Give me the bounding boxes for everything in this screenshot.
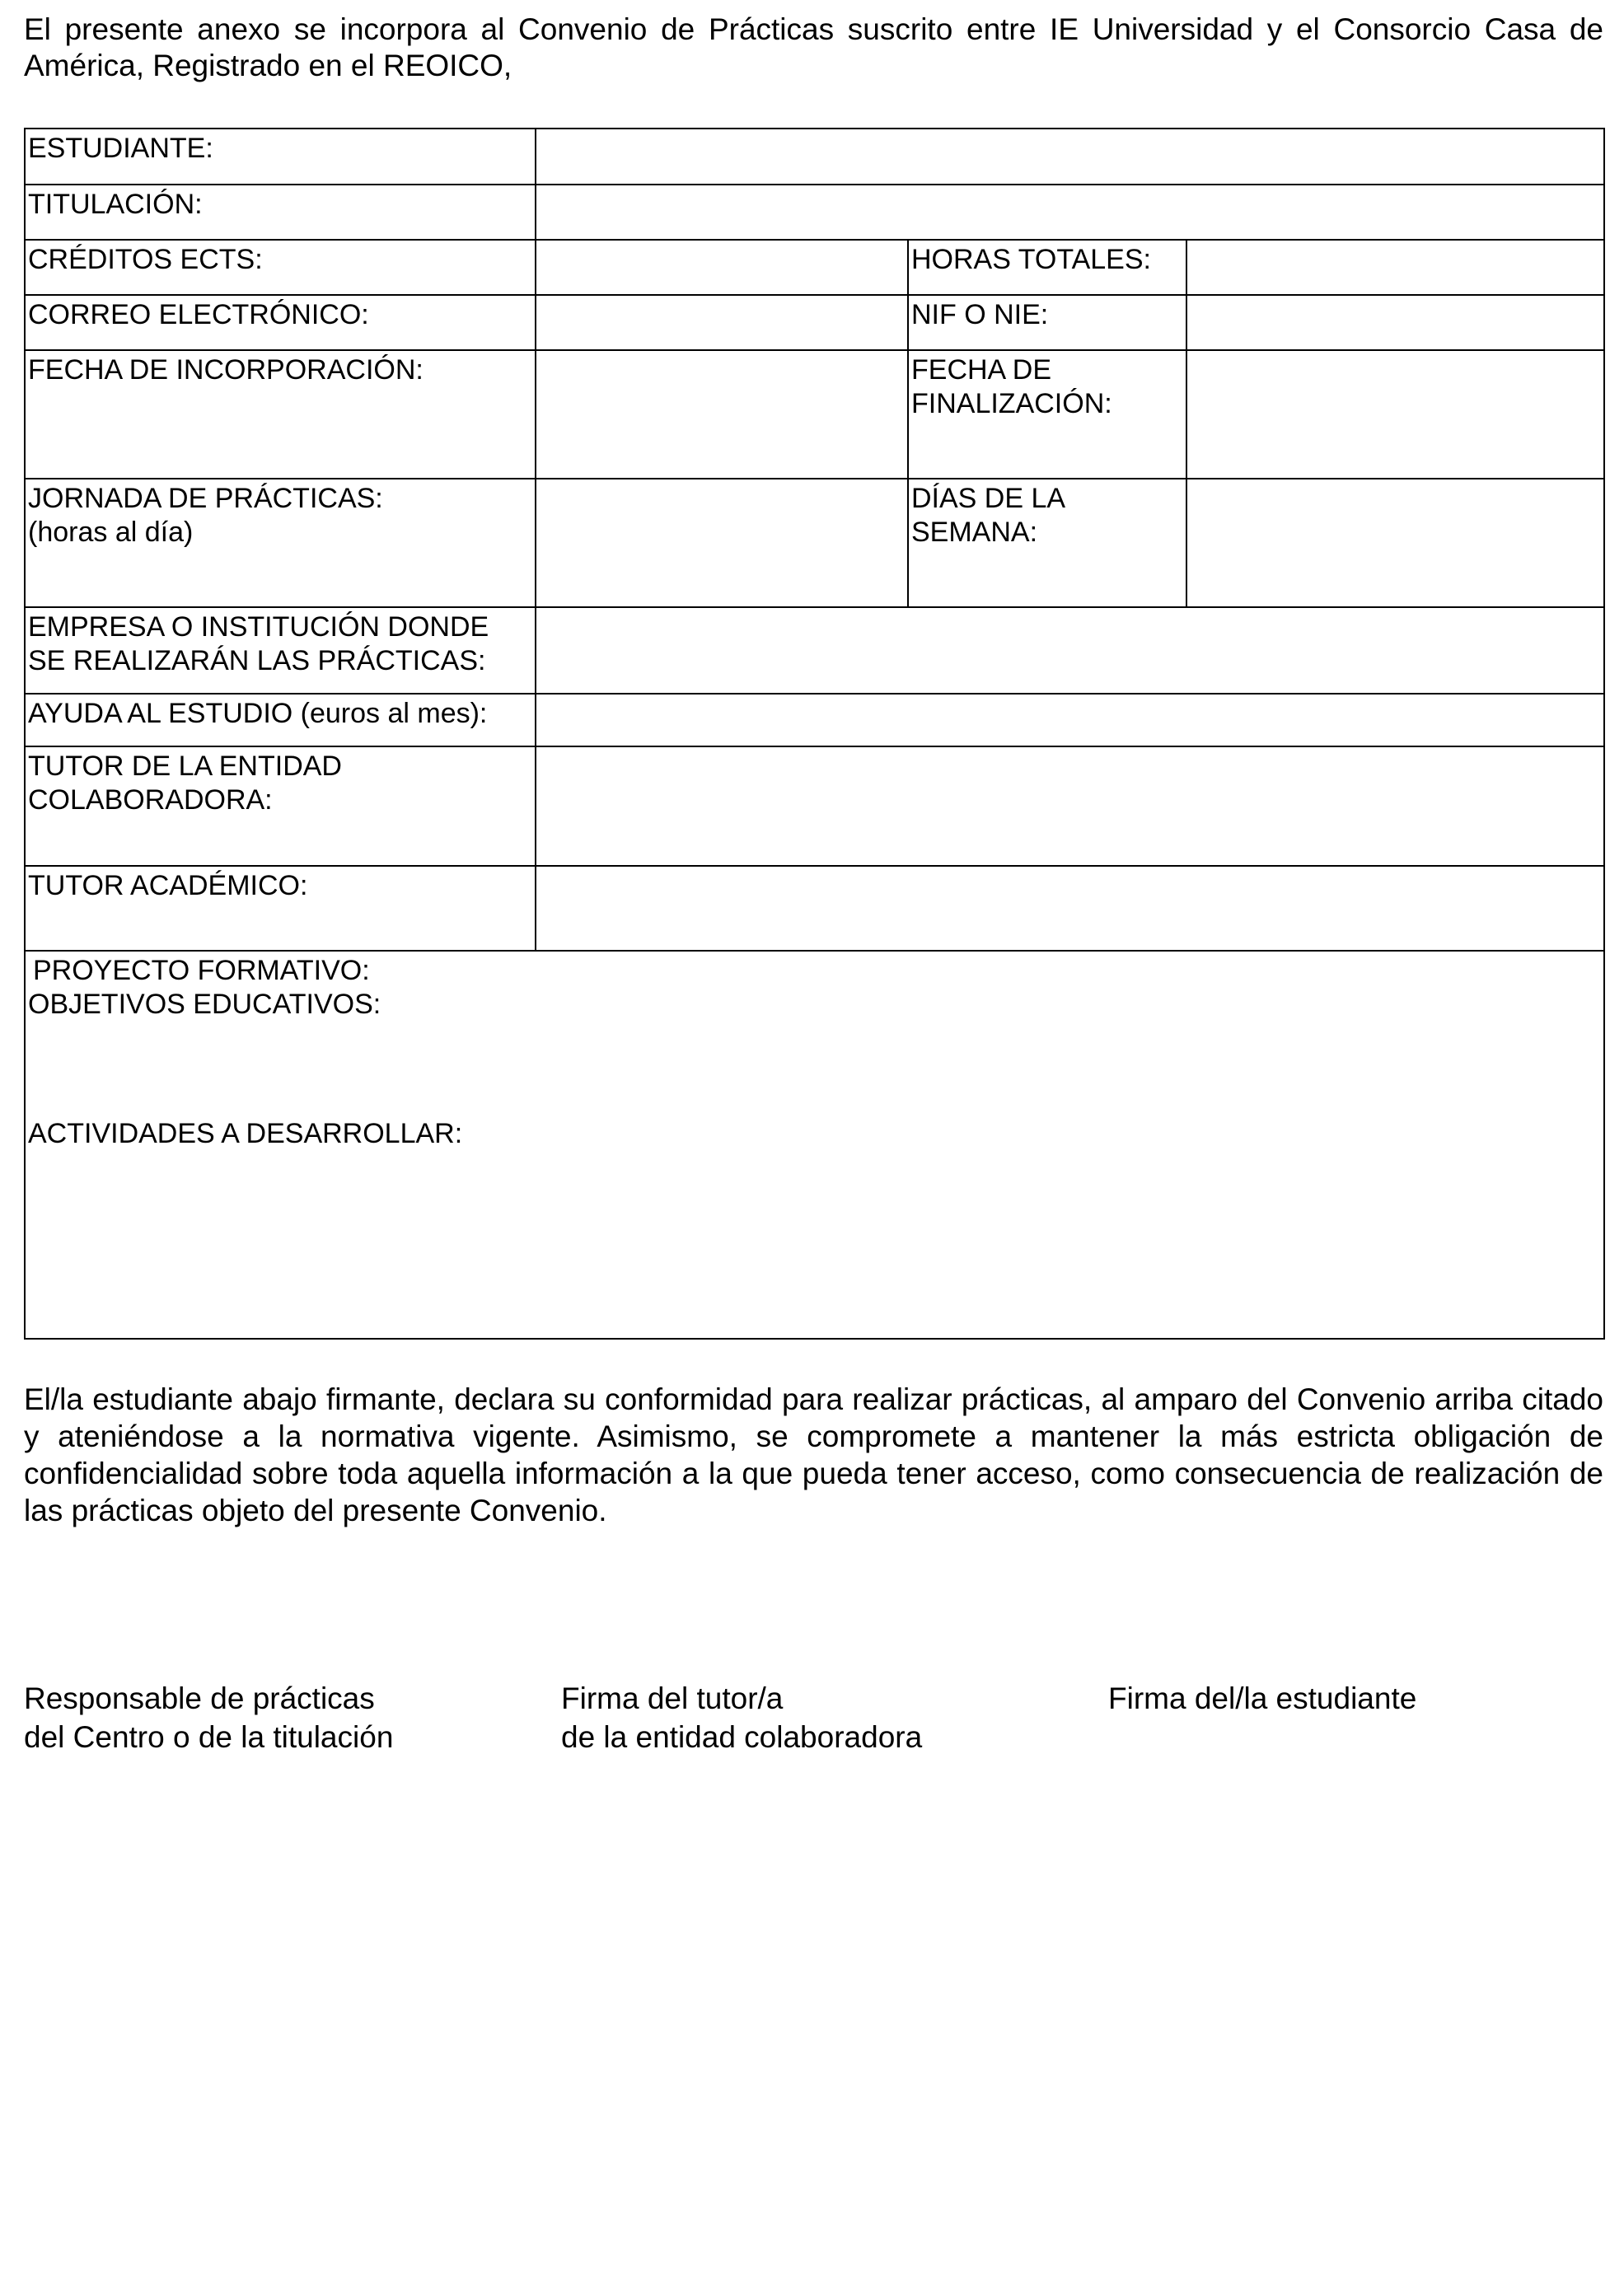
tutor-entidad-label: TUTOR DE LA ENTIDAD COLABORADORA: xyxy=(25,746,536,866)
row-estudiante xyxy=(25,129,1604,185)
estudiante-field[interactable] xyxy=(536,129,1604,185)
tutor-academico-field[interactable] xyxy=(536,866,1604,951)
fecha-incorporacion-field[interactable] xyxy=(536,350,908,479)
proyecto-formativo-heading: PROYECTO FORMATIVO: xyxy=(33,955,370,986)
row-proyecto-formativo xyxy=(25,951,1604,1339)
empresa-field[interactable] xyxy=(536,607,1604,694)
ayuda-field[interactable] xyxy=(536,694,1604,746)
row-ayuda xyxy=(25,694,1604,746)
empresa-label: EMPRESA O INSTITUCIÓN DONDE SE REALIZARÁN LAS PRÁCTICAS: xyxy=(25,607,536,694)
row-empresa xyxy=(25,607,1604,694)
tutor-academico-label: TUTOR ACADÉMICO: xyxy=(25,866,536,951)
intro-paragraph: El presente anexo se incorpora al Convenio de Prácticas suscrito entre IE Universidad y el Consorcio Casa de América, Registrado en el REOICO, xyxy=(24,12,1603,82)
fecha-finalizacion-field[interactable] xyxy=(1186,350,1604,479)
signature-tutor: Firma del tutor/a de la entidad colaboradora xyxy=(561,1681,923,1754)
correo-label: CORREO ELECTRÓNICO: xyxy=(25,295,536,350)
internship-form-table xyxy=(24,128,1605,1340)
creditos-field[interactable] xyxy=(536,240,908,295)
row-fechas xyxy=(25,350,1604,479)
signature-responsable: Responsable de prácticas del Centro o de la titulación xyxy=(24,1681,394,1754)
row-tutor-entidad xyxy=(25,746,1604,866)
objetivos-space[interactable] xyxy=(28,1022,1601,1117)
creditos-label: CRÉDITOS ECTS: xyxy=(25,240,536,295)
nif-label: NIF O NIE: xyxy=(908,295,1186,350)
row-titulacion xyxy=(25,185,1604,240)
actividades-label: ACTIVIDADES A DESARROLLAR: xyxy=(28,1118,463,1149)
declaration-paragraph: El/la estudiante abajo firmante, declara su conformidad para realizar prácticas, al amparo del Convenio arriba citado y ateniéndose a la normativa vigente. Asimismo, se compromete a mantener la más estricta obligación de confidencialidad sobre toda aquella información a la que pueda tener acceso, como consecuencia de realización de las prácticas objeto del presente Convenio. xyxy=(24,1382,1603,1527)
estudiante-label: ESTUDIANTE: xyxy=(25,129,536,185)
correo-field[interactable] xyxy=(536,295,908,350)
nif-field[interactable] xyxy=(1186,295,1604,350)
titulacion-field[interactable] xyxy=(536,185,1604,240)
horas-totales-field[interactable] xyxy=(1186,240,1604,295)
row-jornada xyxy=(25,479,1604,607)
fecha-incorporacion-label: FECHA DE INCORPORACIÓN: xyxy=(25,350,536,479)
horas-totales-label: HORAS TOTALES: xyxy=(908,240,1186,295)
jornada-label: JORNADA DE PRÁCTICAS: (horas al día) xyxy=(25,479,536,607)
row-correo xyxy=(25,295,1604,350)
proyecto-formativo-cell[interactable] xyxy=(25,951,1604,1339)
dias-semana-label: DÍAS DE LA SEMANA: xyxy=(908,479,1186,607)
row-tutor-academico xyxy=(25,866,1604,951)
fecha-finalizacion-label: FECHA DE FINALIZACIÓN: xyxy=(908,350,1186,479)
signature-estudiante: Firma del/la estudiante xyxy=(1108,1681,1417,1715)
dias-semana-field[interactable] xyxy=(1186,479,1604,607)
tutor-entidad-field[interactable] xyxy=(536,746,1604,866)
objetivos-educativos-label: OBJETIVOS EDUCATIVOS: xyxy=(28,989,381,1020)
row-creditos xyxy=(25,240,1604,295)
jornada-field[interactable] xyxy=(536,479,908,607)
titulacion-label: TITULACIÓN: xyxy=(25,185,536,240)
ayuda-label: AYUDA AL ESTUDIO (euros al mes): xyxy=(25,694,536,746)
